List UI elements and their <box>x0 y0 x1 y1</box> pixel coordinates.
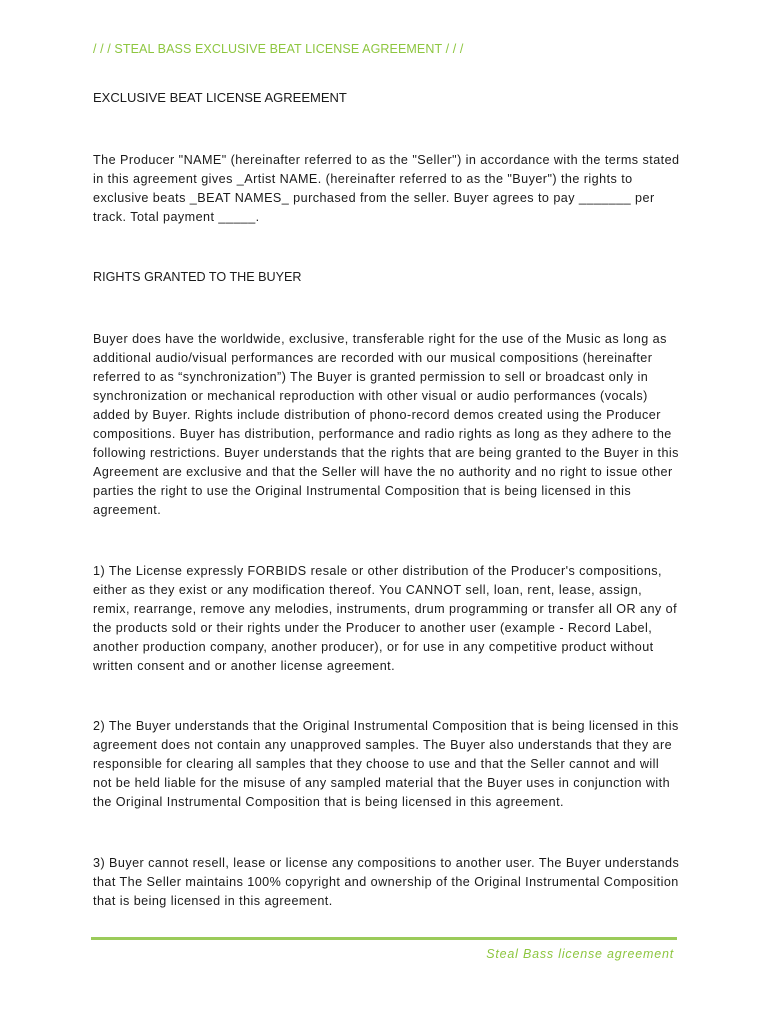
clause-3-paragraph: 3) Buyer cannot resell, lease or license any compositions to another user. The Buyer understands that The Seller maintains 100% copyright and ownership of the Original Instrumental Composition that is being licensed in this agreement. <box>93 856 680 908</box>
running-footer: Steal Bass license agreement <box>486 947 674 961</box>
rights-heading: RIGHTS GRANTED TO THE BUYER <box>93 270 302 284</box>
clause-2-paragraph: 2) The Buyer understands that the Original Instrumental Composition that is being licensed in this agreement does not contain any unapproved samples. The Buyer also understands that they are responsible for clearing all samples that they choose to use and that the Seller cannot and will not be held liable for the misuse of any sampled material that the Buyer uses in conjunction with the Original Instrumental Composition that is being licensed in this agreement. <box>93 719 679 809</box>
document-title: EXCLUSIVE BEAT LICENSE AGREEMENT <box>93 90 347 105</box>
rights-paragraph: Buyer does have the worldwide, exclusive, transferable right for the use of the Music as long as additional audio/visual performances are recorded with our musical compositions (hereinafter referred to as “synchronization”) The Buyer is granted permission to sell or broadcast only in synchronization or mechanical reproduction with other visual or audio performances (vocals) added by Buyer. Rights include distribution of phono-record demos created using the Producer compositions. Buyer has distribution, performance and radio rights as long as they adhere to the following restrictions. Buyer understands that the rights that are being granted to the Buyer in this Agreement are exclusive and that the Seller will have the no authority and no right to issue other parties the right to use the Original Instrumental Composition that is being licensed in this agreement. <box>93 332 679 517</box>
clause-1-paragraph: 1) The License expressly FORBIDS resale or other distribution of the Producer's compositions, either as they exist or any modification thereof. You CANNOT sell, loan, rent, lease, assign, remix, rearrange, remove any melodies, instruments, drum programming or transfer all OR any of the products sold or their rights under the Producer to another user (example - Record Label, another production company, another producer), or for use in any competitive product without written consent and or another license agreement. <box>93 564 678 673</box>
running-header: / / / STEAL BASS EXCLUSIVE BEAT LICENSE AGREEMENT / / / <box>93 42 464 56</box>
intro-paragraph: The Producer "NAME" (hereinafter referred to as the "Seller") in accordance with the terms stated in this agreement gives _Artist NAME. (hereinafter referred to as the "Buyer") the rights to exclusive beats _BEAT NAMES_ purchased from the seller. Buyer agrees to pay _______ per track. Total payment _____. <box>93 153 680 224</box>
footer-divider <box>91 937 677 940</box>
